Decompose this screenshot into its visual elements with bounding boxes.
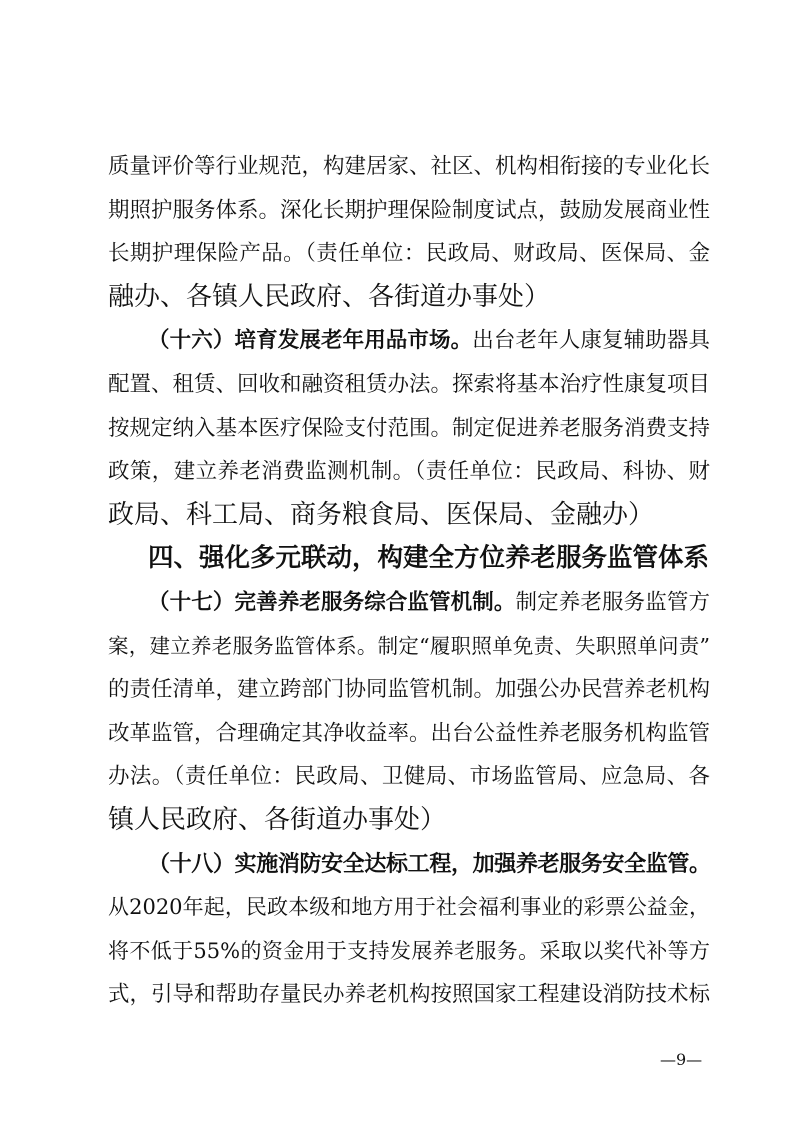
line-text: 融办、各镇人民政府、各街道办事处） bbox=[108, 281, 551, 312]
line-text: 改革监管，合理确定其净收益率。出台公益性养老服务机构监管 bbox=[108, 720, 711, 746]
text-line bbox=[108, 232, 710, 276]
bold-heading: 四、强化多元联动，构建全方位养老服务监管体系 bbox=[148, 543, 710, 574]
text-line bbox=[108, 755, 710, 799]
text-line bbox=[108, 799, 710, 843]
line-text: 期照护服务体系。深化长期护理保险制度试点，鼓励发展商业性 bbox=[108, 197, 711, 223]
text-line bbox=[108, 145, 710, 189]
text-line bbox=[108, 494, 710, 538]
bold-heading: （十六）培育发展老年用品市场。 bbox=[148, 328, 473, 354]
text-line bbox=[108, 363, 710, 407]
page-number: —9— bbox=[660, 1050, 703, 1069]
line-text: 办法。（责任单位：民政局、卫健局、市场监管局、应急局、各 bbox=[108, 764, 710, 790]
text-line bbox=[108, 668, 710, 712]
text-line bbox=[108, 712, 710, 756]
text-line bbox=[108, 319, 710, 363]
text-line bbox=[108, 973, 710, 1017]
line-text: 质量评价等行业规范，构建居家、社区、机构相衔接的专业化长 bbox=[108, 154, 711, 179]
text-line bbox=[108, 189, 710, 233]
text-line bbox=[108, 276, 710, 320]
line-text: 政局、科工局、商务粮食局、医保局、金融办） bbox=[108, 499, 655, 530]
line-text: 案，建立养老服务监管体系。制定“履职照单免责、失职照单问责” bbox=[108, 633, 710, 658]
line-text: 从2020年起，民政本级和地方用于社会福利事业的彩票公益金， bbox=[108, 895, 710, 920]
line-text: 出台老年人康复辅助器具 bbox=[472, 328, 710, 354]
line-text: 按规定纳入基本医疗保险支付范围。制定促进养老服务消费支持 bbox=[108, 415, 711, 441]
line-text: 配置、租赁、回收和融资租赁办法。探索将基本治疗性康复项目 bbox=[108, 371, 711, 397]
line-text: 将不低于55%的资金用于支持发展养老服务。采取以奖代补等方 bbox=[108, 938, 710, 963]
text-line bbox=[108, 407, 710, 451]
text-line bbox=[108, 930, 710, 974]
text-line bbox=[108, 625, 710, 669]
line-text: 制定养老服务监管方 bbox=[515, 589, 710, 615]
document-body bbox=[108, 145, 710, 1017]
line-text: 的责任清单，建立跨部门协同监管机制。加强公办民营养老机构 bbox=[108, 677, 711, 703]
line-text: 式，引导和帮助存量民办养老机构按照国家工程建设消防技术标 bbox=[108, 982, 711, 1008]
line-text: 政策，建立养老消费监测机制。（责任单位：民政局、科协、财 bbox=[108, 459, 710, 485]
line-text: 镇人民政府、各街道办事处） bbox=[108, 804, 447, 835]
bold-heading: （十八）实施消防安全达标工程，加强养老服务安全监管。 bbox=[148, 850, 710, 877]
text-line bbox=[108, 581, 710, 625]
text-line bbox=[108, 886, 710, 930]
text-line bbox=[108, 843, 710, 887]
text-line bbox=[108, 450, 710, 494]
bold-heading: （十七）完善养老服务综合监管机制。 bbox=[148, 589, 516, 615]
line-text: 长期护理保险产品。（责任单位：民政局、财政局、医保局、金 bbox=[108, 241, 710, 267]
section-heading bbox=[108, 537, 710, 581]
